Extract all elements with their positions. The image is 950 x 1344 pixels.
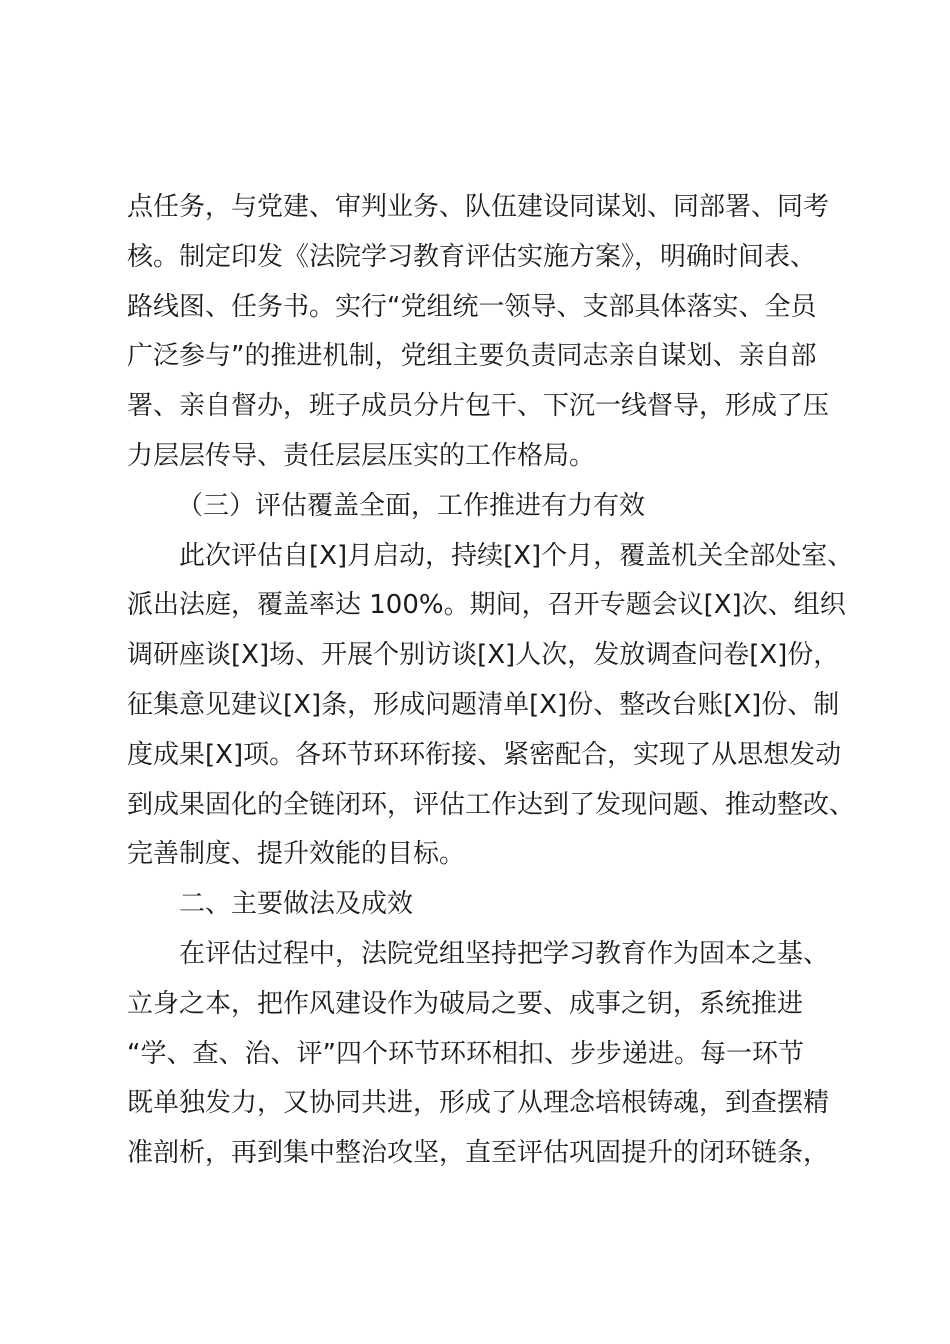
paragraph-line: 准剖析，再到集中整治攻坚，直至评估巩固提升的闭环链条， xyxy=(127,1138,830,1169)
paragraph-line: 核。制定印发《法院学习教育评估实施方案》，明确时间表、 xyxy=(127,241,817,272)
paragraph-line: 到成果固化的全链闭环，评估工作达到了发现问题、推动整改、 xyxy=(127,789,856,820)
paragraph-line: 调研座谈[X]场、开展个别访谈[X]人次，发放调查问卷[X]份， xyxy=(127,640,840,671)
paragraph-line: 此次评估自[X]月启动，持续[X]个月，覆盖机关全部处室、 xyxy=(179,540,854,571)
section-heading-3: （三）评估覆盖全面，工作推进有力有效 xyxy=(177,490,646,521)
paragraph-line: 力层层传导、责任层层压实的工作格局。 xyxy=(127,440,596,471)
paragraph-line: 广泛参与”的推进机制，党组主要负责同志亲自谋划、亲自部 xyxy=(127,341,817,372)
paragraph-line: 点任务，与党建、审判业务、队伍建设同谋划、同部署、同考 xyxy=(127,192,830,222)
paragraph-line: 完善制度、提升效能的目标。 xyxy=(127,839,466,870)
paragraph-line: 在评估过程中，法院党组坚持把学习教育作为固本之基、 xyxy=(179,938,830,969)
document-body xyxy=(127,183,856,1179)
paragraph-line: 度成果[X]项。各环节环环衔接、紧密配合，实现了从思想发动 xyxy=(127,739,842,770)
paragraph-line: 路线图、任务书。实行“党组统一领导、支部具体落实、全员 xyxy=(127,291,817,322)
paragraph-line: 征集意见建议[X]条，形成问题清单[X]份、整改台账[X]份、制 xyxy=(127,689,840,720)
paragraph-line: 立身之本，把作风建设作为破局之要、成事之钥，系统推进 xyxy=(127,988,804,1019)
paragraph-line: 派出法庭，覆盖率达 100%。期间，召开专题会议[X]次、组织 xyxy=(127,590,846,621)
section-heading-2: 二、主要做法及成效 xyxy=(179,889,414,920)
paragraph-line: “学、查、治、评”四个环节环环相扣、步步递进。每一环节 xyxy=(127,1038,804,1069)
paragraph-line: 署、亲自督办，班子成员分片包干、下沉一线督导，形成了压 xyxy=(127,391,830,422)
paragraph-line: 既单独发力，又协同共进，形成了从理念培根铸魂，到查摆精 xyxy=(127,1088,830,1119)
